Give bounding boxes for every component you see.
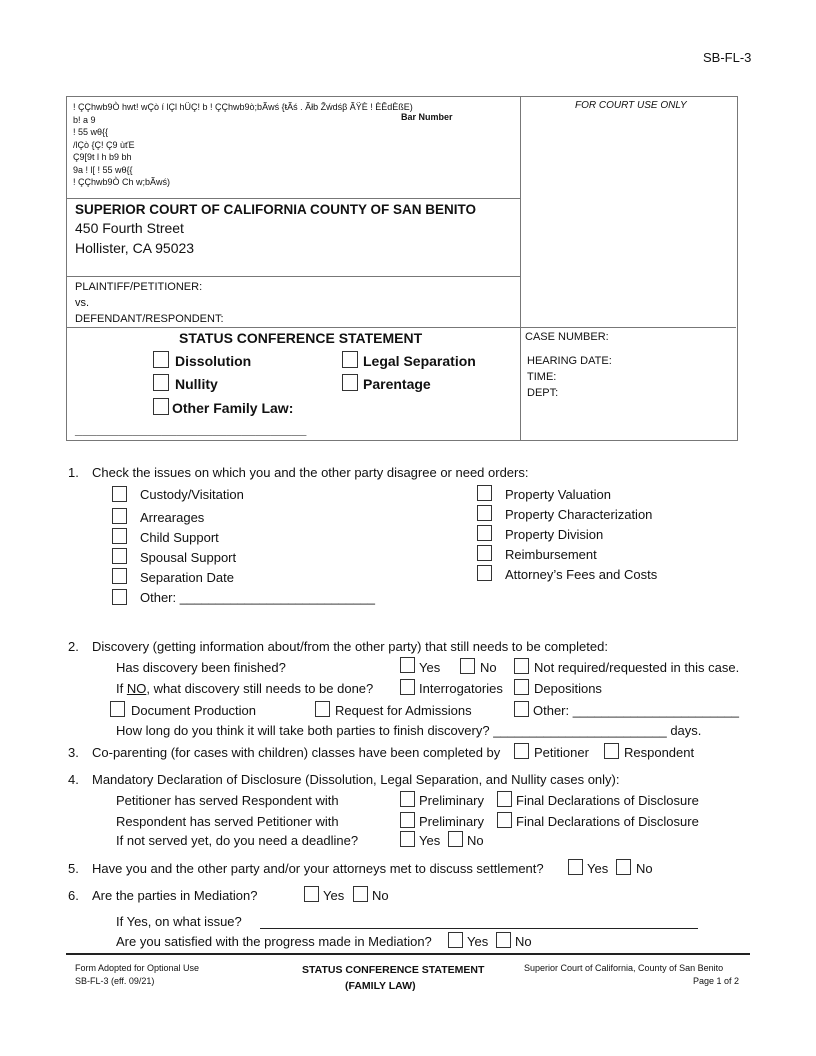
property-characterization-label: Property Characterization <box>505 507 653 522</box>
discovery-no-label: No <box>480 660 497 675</box>
mediation-issue-label: If Yes, on what issue? <box>116 914 242 929</box>
legal-separation-checkbox[interactable] <box>342 351 358 368</box>
other-issue-label: Other: ___________________________ <box>140 590 375 605</box>
petitioner-preliminary-label: Preliminary <box>419 793 485 808</box>
q5-text: Have you and the other party and/or your attorneys met to discuss settlement? <box>92 861 544 876</box>
other-family-law-label: Other Family Law: <box>172 400 294 416</box>
q2-number: 2. <box>68 639 79 654</box>
caption-divider <box>520 96 521 440</box>
discovery-duration-question: How long do you think it will take both parties to finish discovery? ________________________ days. <box>116 723 702 738</box>
mediation-satisfied-yes-label: Yes <box>467 934 489 949</box>
parentage-checkbox[interactable] <box>342 374 358 391</box>
bar-number-label: Bar Number <box>401 112 453 122</box>
respondent-final-label: Final Declarations of Disclosure <box>516 814 699 829</box>
nullity-label: Nullity <box>175 376 218 392</box>
q6-number: 6. <box>68 888 79 903</box>
footer-subtitle: (FAMILY LAW) <box>345 980 416 992</box>
q4-text: Mandatory Declaration of Disclosure (Dissolution, Legal Separation, and Nullity cases only): <box>92 772 620 787</box>
mediation-satisfied-no-checkbox[interactable] <box>496 932 511 948</box>
mediation-satisfied-no-label: No <box>515 934 532 949</box>
discovery-yes-checkbox[interactable] <box>400 657 415 673</box>
property-characterization-checkbox[interactable] <box>477 505 492 521</box>
respondent-preliminary-checkbox[interactable] <box>400 812 415 828</box>
discovery-not-required-checkbox[interactable] <box>514 658 529 674</box>
q6-text: Are the parties in Mediation? <box>92 888 258 903</box>
spousal-support-checkbox[interactable] <box>112 548 127 564</box>
interrogatories-label: Interrogatories <box>419 681 503 696</box>
petitioner-final-checkbox[interactable] <box>497 791 512 807</box>
separation-date-label: Separation Date <box>140 570 234 585</box>
footer-page: Page 1 of 2 <box>693 976 740 986</box>
defendant-label: DEFENDANT/RESPONDENT: <box>75 313 224 325</box>
form-id: SB-FL-3 <box>703 50 752 65</box>
mediation-satisfied-question: Are you satisfied with the progress made in Mediation? <box>116 934 432 949</box>
document-production-label: Document Production <box>131 703 257 718</box>
settlement-no-checkbox[interactable] <box>616 859 631 875</box>
petitioner-final-label: Final Declarations of Disclosure <box>516 793 699 808</box>
mediation-yes-checkbox[interactable] <box>304 886 319 902</box>
child-support-checkbox[interactable] <box>112 528 127 544</box>
request-admissions-label: Request for Admissions <box>335 703 472 718</box>
q3-number: 3. <box>68 745 79 760</box>
time-label: TIME: <box>527 371 557 383</box>
q1-number: 1. <box>68 465 79 480</box>
footer-title: STATUS CONFERENCE STATEMENT <box>302 964 485 976</box>
footer-adopted: Form Adopted for Optional Use <box>75 963 200 973</box>
coparenting-respondent-label: Respondent <box>624 745 695 760</box>
court-name: SUPERIOR COURT OF CALIFORNIA COUNTY OF SAN BENITO <box>75 202 477 217</box>
coparenting-petitioner-label: Petitioner <box>534 745 589 760</box>
property-division-label: Property Division <box>505 527 604 542</box>
reimbursement-checkbox[interactable] <box>477 545 492 561</box>
mediation-yes-label: Yes <box>323 888 345 903</box>
form-title: STATUS CONFERENCE STATEMENT <box>179 330 423 346</box>
dept-label: DEPT: <box>527 387 559 399</box>
reimbursement-label: Reimbursement <box>505 547 597 562</box>
dissolution-label: Dissolution <box>175 353 252 369</box>
case-number-label: CASE NUMBER: <box>525 331 609 343</box>
discovery-finished-question: Has discovery been finished? <box>116 660 286 675</box>
petitioner-preliminary-checkbox[interactable] <box>400 791 415 807</box>
respondent-final-checkbox[interactable] <box>497 812 512 828</box>
vs-label: vs. <box>75 297 90 309</box>
court-city: Hollister, CA 95023 <box>75 240 195 256</box>
footer-rule <box>66 953 750 955</box>
property-valuation-checkbox[interactable] <box>477 485 492 501</box>
parentage-label: Parentage <box>363 376 431 392</box>
discovery-yes-label: Yes <box>419 660 441 675</box>
hearing-date-label: HEARING DATE: <box>527 355 612 367</box>
deadline-no-label: No <box>467 833 484 848</box>
coparenting-petitioner-checkbox[interactable] <box>514 743 529 759</box>
q2-text: Discovery (getting information about/from the other party) that still needs to be completed: <box>92 639 608 654</box>
coparenting-respondent-checkbox[interactable] <box>604 743 619 759</box>
depositions-checkbox[interactable] <box>514 679 529 695</box>
attorney-fees-checkbox[interactable] <box>477 565 492 581</box>
mediation-satisfied-yes-checkbox[interactable] <box>448 932 463 948</box>
child-support-label: Child Support <box>140 530 219 545</box>
q5-number: 5. <box>68 861 79 876</box>
other-family-law-line[interactable]: ________________________________ <box>75 422 307 437</box>
arrearages-checkbox[interactable] <box>112 508 127 524</box>
property-division-checkbox[interactable] <box>477 525 492 541</box>
attorney-info: ! ÇÇhwb9Ò hwt! wÇò í lÇl hÜÇ! b ! ÇÇhwb9ò;bÃwś {ŧÃś . Ãłb Žẃdśβ ÃŸÈ ! ÈÊdÈßE) b! a 9 ! 55 wθ{{ /lÇò {Ç! Ç9 ùtΈ Ç9[9t l h b9 bh 9a ! l[ ! 55 wθ{{ ! ÇÇhwb9Ò Ch w;bÃwś) <box>73 102 413 187</box>
plaintiff-label: PLAINTIFF/PETITIONER: <box>75 281 203 293</box>
settlement-no-label: No <box>636 861 653 876</box>
mediation-issue-line[interactable] <box>260 928 698 929</box>
deadline-question: If not served yet, do you need a deadline? <box>116 833 359 848</box>
arrearages-label: Arrearages <box>140 510 205 525</box>
nullity-checkbox[interactable] <box>153 374 169 391</box>
respondent-served-label: Respondent has served Petitioner with <box>116 814 339 829</box>
depositions-label: Depositions <box>534 681 602 696</box>
custody-checkbox[interactable] <box>112 486 127 502</box>
footer-court: Superior Court of California, County of San Benito <box>524 963 724 973</box>
discovery-no-checkbox[interactable] <box>460 658 475 674</box>
custody-label: Custody/Visitation <box>140 487 244 502</box>
property-valuation-label: Property Valuation <box>505 487 611 502</box>
other-issue-checkbox[interactable] <box>112 589 127 605</box>
other-family-law-checkbox[interactable] <box>153 398 169 415</box>
deadline-no-checkbox[interactable] <box>448 831 463 847</box>
settlement-yes-label: Yes <box>587 861 609 876</box>
mediation-no-checkbox[interactable] <box>353 886 368 902</box>
legal-separation-label: Legal Separation <box>363 353 476 369</box>
petitioner-served-label: Petitioner has served Respondent with <box>116 793 339 808</box>
request-admissions-checkbox[interactable] <box>315 701 330 717</box>
document-production-checkbox[interactable] <box>110 701 125 717</box>
deadline-yes-label: Yes <box>419 833 441 848</box>
footer-form-eff: SB-FL-3 (eff. 09/21) <box>75 976 155 986</box>
attorney-fees-label: Attorney’s Fees and Costs <box>505 567 658 582</box>
respondent-preliminary-label: Preliminary <box>419 814 485 829</box>
court-use-label: FOR COURT USE ONLY <box>575 100 687 111</box>
discovery-other-checkbox[interactable] <box>514 701 529 717</box>
q1-text: Check the issues on which you and the other party disagree or need orders: <box>92 465 529 480</box>
q3-text: Co-parenting (for cases with children) classes have been completed by <box>92 745 501 760</box>
mediation-no-label: No <box>372 888 389 903</box>
deadline-yes-checkbox[interactable] <box>400 831 415 847</box>
dissolution-checkbox[interactable] <box>153 351 169 368</box>
interrogatories-checkbox[interactable] <box>400 679 415 695</box>
settlement-yes-checkbox[interactable] <box>568 859 583 875</box>
spousal-support-label: Spousal Support <box>140 550 237 565</box>
court-street: 450 Fourth Street <box>75 220 184 236</box>
q4-number: 4. <box>68 772 79 787</box>
separation-date-checkbox[interactable] <box>112 568 127 584</box>
discovery-not-required-label: Not required/requested in this case. <box>534 660 740 675</box>
if-no-question: If NO, what discovery still needs to be done? <box>116 681 374 696</box>
discovery-other-label: Other: _______________________ <box>533 703 740 718</box>
